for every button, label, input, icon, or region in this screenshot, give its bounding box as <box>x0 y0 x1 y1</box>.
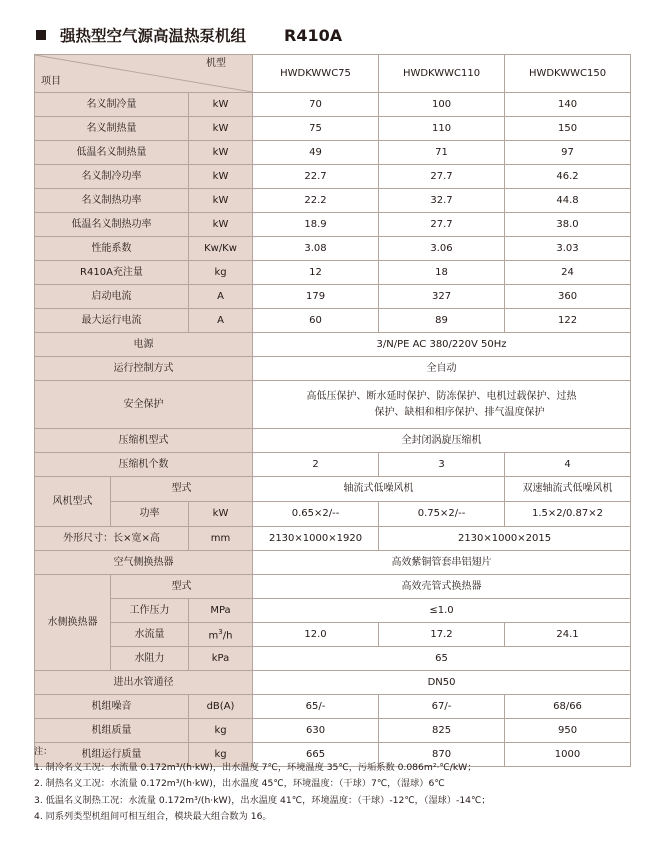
table-row-fan-type <box>35 477 631 502</box>
row-value: 1000 <box>505 743 631 767</box>
row-value: 22.7 <box>253 165 379 189</box>
row-unit: A <box>189 309 253 333</box>
row-value: 12.0 <box>253 623 379 647</box>
row-value: 全封闭涡旋压缩机 <box>253 429 631 453</box>
row-label: 电源 <box>35 333 253 357</box>
row-label: 运行控制方式 <box>35 357 253 381</box>
note-item: 1. 制冷名义工况：水流量 0.172m³/(h·kW)，出水温度 7℃，环境温度 35℃，污垢系数 0.086m²·℃/kW； <box>34 762 477 774</box>
page-title <box>36 24 342 46</box>
row-label: 空气侧换热器 <box>35 551 253 575</box>
table-row <box>35 285 631 309</box>
row-unit: kW <box>189 189 253 213</box>
row-value: 18.9 <box>253 213 379 237</box>
row-value: 2130×1000×1920 <box>253 527 379 551</box>
table-row <box>35 165 631 189</box>
row-value: 150 <box>505 117 631 141</box>
row-label: 启动电流 <box>35 285 189 309</box>
row-value: 140 <box>505 93 631 117</box>
row-unit: Kw/Kw <box>189 237 253 261</box>
table-row-pipe <box>35 671 631 695</box>
spec-table <box>34 54 631 767</box>
table-row-safety <box>35 381 631 429</box>
water-exchanger-group-label: 水侧换热器 <box>35 575 111 671</box>
row-unit: kg <box>189 743 253 767</box>
row-value: 17.2 <box>379 623 505 647</box>
row-value: DN50 <box>253 671 631 695</box>
row-value: 65/- <box>253 695 379 719</box>
row-value: 100 <box>379 93 505 117</box>
row-label: 最大运行电流 <box>35 309 189 333</box>
row-value: 44.8 <box>505 189 631 213</box>
table-row-dimensions <box>35 527 631 551</box>
row-value: 360 <box>505 285 631 309</box>
header-row <box>35 55 631 93</box>
row-value: 双速轴流式低噪风机 <box>505 477 631 502</box>
table-row-water-pressure <box>35 599 631 623</box>
row-value-multiline <box>253 381 631 429</box>
row-label: 水阻力 <box>111 647 189 671</box>
row-value: 3.03 <box>505 237 631 261</box>
title-square-marker <box>36 30 46 40</box>
header-param-label: 机型 <box>206 58 227 69</box>
header-diagonal-cell <box>35 55 253 93</box>
row-unit: kW <box>189 213 253 237</box>
table-row <box>35 309 631 333</box>
row-unit: kW <box>189 93 253 117</box>
row-label: 水流量 <box>111 623 189 647</box>
row-unit: MPa <box>189 599 253 623</box>
unit-base: m <box>208 630 219 642</box>
table-row-noise <box>35 695 631 719</box>
table-row <box>35 261 631 285</box>
row-value: 665 <box>253 743 379 767</box>
model-header-2: HWDKWWC110 <box>379 55 505 93</box>
row-value: 46.2 <box>505 165 631 189</box>
safety-line-2: 保护、缺相和相序保护、排气温度保护 <box>374 406 545 418</box>
row-value: 全自动 <box>253 357 631 381</box>
row-value: 高效壳管式换热器 <box>253 575 631 599</box>
row-value: 327 <box>379 285 505 309</box>
row-unit: kW <box>189 165 253 189</box>
row-value: 32.7 <box>379 189 505 213</box>
row-unit: kW <box>189 502 253 527</box>
row-label: 压缩机型式 <box>35 429 253 453</box>
row-label: R410A充注量 <box>35 261 189 285</box>
row-label: 名义制热功率 <box>35 189 189 213</box>
row-value: 630 <box>253 719 379 743</box>
row-value: 950 <box>505 719 631 743</box>
row-value: 89 <box>379 309 505 333</box>
row-value: 122 <box>505 309 631 333</box>
row-value: 0.65×2/-- <box>253 502 379 527</box>
table-row <box>35 213 631 237</box>
row-label: 功率 <box>111 502 189 527</box>
row-value: 0.75×2/-- <box>379 502 505 527</box>
notes-heading: 注： <box>34 746 53 757</box>
row-value: 825 <box>379 719 505 743</box>
row-value: 75 <box>253 117 379 141</box>
row-value: 65 <box>253 647 631 671</box>
row-value: 71 <box>379 141 505 165</box>
row-value: 22.2 <box>253 189 379 213</box>
row-value: 12 <box>253 261 379 285</box>
table-row-control <box>35 357 631 381</box>
model-header-1: HWDKWWC75 <box>253 55 379 93</box>
row-value: 4 <box>505 453 631 477</box>
model-header-3: HWDKWWC150 <box>505 55 631 93</box>
row-unit: kg <box>189 261 253 285</box>
notes-section <box>34 744 644 825</box>
row-value: 1.5×2/0.87×2 <box>505 502 631 527</box>
row-unit: kg <box>189 719 253 743</box>
row-label: 安全保护 <box>35 381 253 429</box>
row-label: 名义制冷功率 <box>35 165 189 189</box>
row-unit <box>189 623 253 647</box>
row-label: 性能系数 <box>35 237 189 261</box>
row-value: 18 <box>379 261 505 285</box>
row-value: 67/- <box>379 695 505 719</box>
row-label: 名义制冷量 <box>35 93 189 117</box>
row-label: 低温名义制热量 <box>35 141 189 165</box>
unit-superscript: 3 <box>218 628 223 637</box>
row-value: ≤1.0 <box>253 599 631 623</box>
table-row <box>35 141 631 165</box>
table-row-water-type <box>35 575 631 599</box>
row-value: 24 <box>505 261 631 285</box>
row-unit: A <box>189 285 253 309</box>
row-value: 3 <box>379 453 505 477</box>
row-value: 27.7 <box>379 213 505 237</box>
row-value: 68/66 <box>505 695 631 719</box>
row-label: 进出水管通径 <box>35 671 253 695</box>
row-unit: mm <box>189 527 253 551</box>
row-value: 60 <box>253 309 379 333</box>
row-label: 型式 <box>111 575 253 599</box>
note-item: 4. 同系列类型机组间可相互组合，模块最大组合数为 16。 <box>34 810 272 822</box>
row-value: 24.1 <box>505 623 631 647</box>
note-item: 3. 低温名义制热工况：水流量 0.172m³/(h·kW)，出水温度 41℃，环境温度：（干球）-12℃，（湿球）-14℃； <box>34 794 491 806</box>
refrigerant-label: R410A <box>284 26 343 45</box>
row-label: 外形尺寸：长×宽×高 <box>35 527 189 551</box>
row-label: 低温名义制热功率 <box>35 213 189 237</box>
table-row-compressor-type <box>35 429 631 453</box>
row-value: 3.08 <box>253 237 379 261</box>
unit-tail: /h <box>222 630 233 642</box>
row-label: 名义制热量 <box>35 117 189 141</box>
row-value: 高效紫铜管套串铝翅片 <box>253 551 631 575</box>
note-item: 2. 制热名义工况：水流量 0.172m³/(h·kW)，出水温度 45℃，环境温度：（干球）7℃，（湿球）6℃ <box>34 778 445 790</box>
row-unit: dB(A) <box>189 695 253 719</box>
row-unit: kPa <box>189 647 253 671</box>
table-row-power <box>35 333 631 357</box>
row-unit: kW <box>189 141 253 165</box>
row-value: 27.7 <box>379 165 505 189</box>
row-value: 179 <box>253 285 379 309</box>
row-value: 3/N/PE AC 380/220V 50Hz <box>253 333 631 357</box>
row-value: 49 <box>253 141 379 165</box>
fan-group-label: 风机型式 <box>35 477 111 527</box>
row-value: 轴流式低噪风机 <box>253 477 505 502</box>
row-value: 870 <box>379 743 505 767</box>
table-row-water-resistance <box>35 647 631 671</box>
row-value: 70 <box>253 93 379 117</box>
header-item-label: 项目 <box>41 76 61 87</box>
title-text: 强热型空气源高温热泵机组 <box>60 27 247 45</box>
row-value: 110 <box>379 117 505 141</box>
row-label: 工作压力 <box>111 599 189 623</box>
table-row <box>35 237 631 261</box>
row-label: 机组质量 <box>35 719 189 743</box>
table-row-mass <box>35 719 631 743</box>
row-label: 型式 <box>111 477 253 502</box>
table-row <box>35 93 631 117</box>
table-row-compressor-count <box>35 453 631 477</box>
table-row-air-exchanger <box>35 551 631 575</box>
row-label: 机组运行质量 <box>35 743 189 767</box>
table-row <box>35 117 631 141</box>
row-unit: kW <box>189 117 253 141</box>
table-row <box>35 189 631 213</box>
row-value: 2130×1000×2015 <box>379 527 631 551</box>
safety-line-1: 高低压保护、断水延时保护、防冻保护、电机过载保护、过热 <box>306 390 577 402</box>
row-value: 97 <box>505 141 631 165</box>
table-row-fan-power <box>35 502 631 527</box>
row-label: 机组噪音 <box>35 695 189 719</box>
row-value: 2 <box>253 453 379 477</box>
row-value: 3.06 <box>379 237 505 261</box>
row-label: 压缩机个数 <box>35 453 253 477</box>
row-value: 38.0 <box>505 213 631 237</box>
table-row-water-flow <box>35 623 631 647</box>
